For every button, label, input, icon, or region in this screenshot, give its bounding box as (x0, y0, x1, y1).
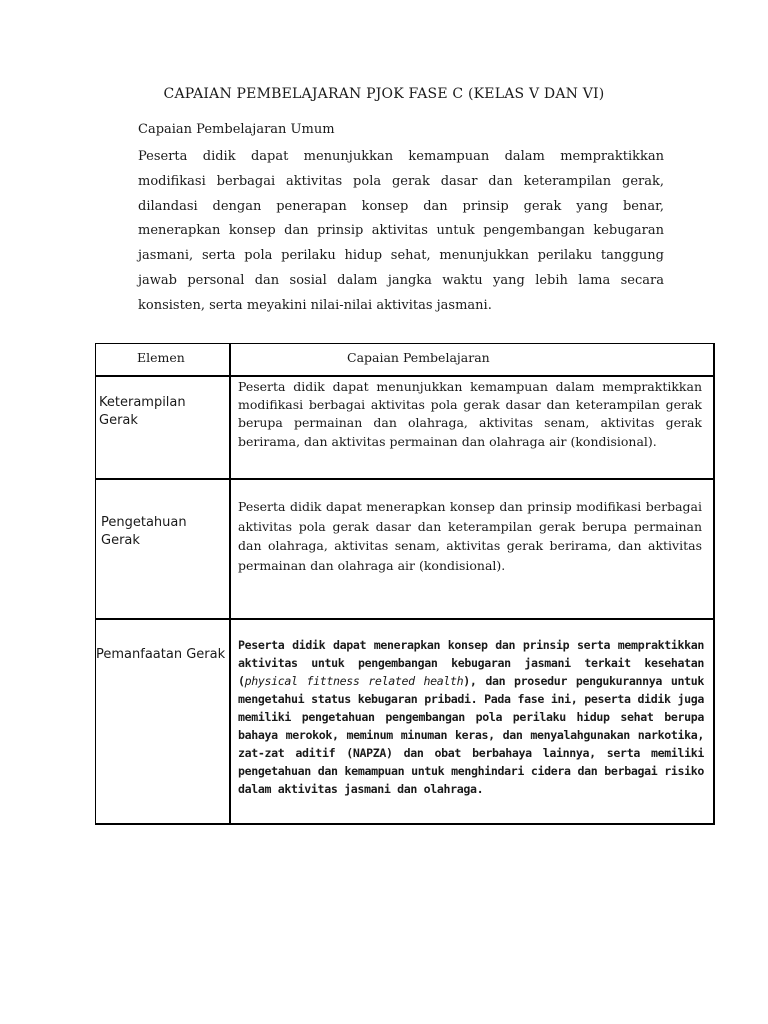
capaian-text-part2: ), dan prosedur pengukurannya untuk mengetahui status kebugaran pribadi. Pada fase ini, peserta didik juga memiliki pengetahuan pengembangan pola perilaku hidup sehat berupa bahaya merokok, meminum minuman keras, dan menyalahgunakan narkotika, zat-zat aditif (NAPZA) dan obat berbahaya lainnya, serta memiliki pengetahuan dan kemampuan untuk menghindari cidera dan berbagai risiko dalam aktivitas jasmani dan olahraga. (238, 674, 704, 796)
capaian-text-italic: physical fittness related health (244, 674, 464, 688)
table-row-divider (95, 375, 715, 377)
table-header-capaian: Capaian Pembelajaran (347, 350, 490, 365)
table-row-divider (95, 478, 715, 480)
table-column-divider (229, 343, 231, 825)
table-row-capaian: Peserta didik dapat menunjukkan kemampuan dalam mempraktikkan modifikasi berbagai aktivitas pola gerak dasar dan keterampilan gerak berupa permainan dan olahraga, aktivitas senam, aktivitas gerak berirama, dan aktivitas permainan dan olahraga air (kondisional). (238, 379, 702, 449)
section-heading: Capaian Pembelajaran Umum (138, 122, 335, 137)
table-row-elemen: Pengetahuan Gerak (101, 515, 187, 548)
table-header-elemen: Elemen (137, 350, 185, 365)
table-row-capaian: Peserta didik dapat menerapkan konsep dan prinsip modifikasi berbagai aktivitas pola gerak dasar dan keterampilan gerak berupa permainan dan olahraga, aktivitas senam, aktivitas gerak berirama, dan aktivitas permainan dan olahraga air (kondisional). (238, 499, 702, 573)
table-row-elemen: Pemanfaatan Gerak (96, 647, 226, 662)
table-row-capaian (238, 636, 704, 798)
intro-paragraph: Peserta didik dapat menunjukkan kemampuan dalam mempraktikkan modifikasi berbagai aktivitas pola gerak dasar dan keterampilan gerak, dilandasi dengan penerapan konsep dan prinsip gerak yang benar, menerapkan konsep dan prinsip aktivitas untuk pengembangan kebugaran jasmani, serta pola perilaku hidup sehat, menunjukkan perilaku tanggung jawab personal dan sosial dalam jangka waktu yang lebih lama secara konsisten, serta meyakini nilai-nilai aktivitas jasmani. (138, 149, 664, 313)
table-row-divider (95, 618, 715, 620)
document-title: CAPAIAN PEMBELAJARAN PJOK FASE C (KELAS V DAN VI) (163, 86, 605, 102)
table-row-elemen: Keterampilan Gerak (99, 395, 186, 428)
capaian-text-part1: Peserta didik dapat menerapkan konsep dan prinsip serta mempraktikkan aktivitas untuk pengembangan kebugaran jasmani terkait kesehatan ( (238, 638, 704, 688)
